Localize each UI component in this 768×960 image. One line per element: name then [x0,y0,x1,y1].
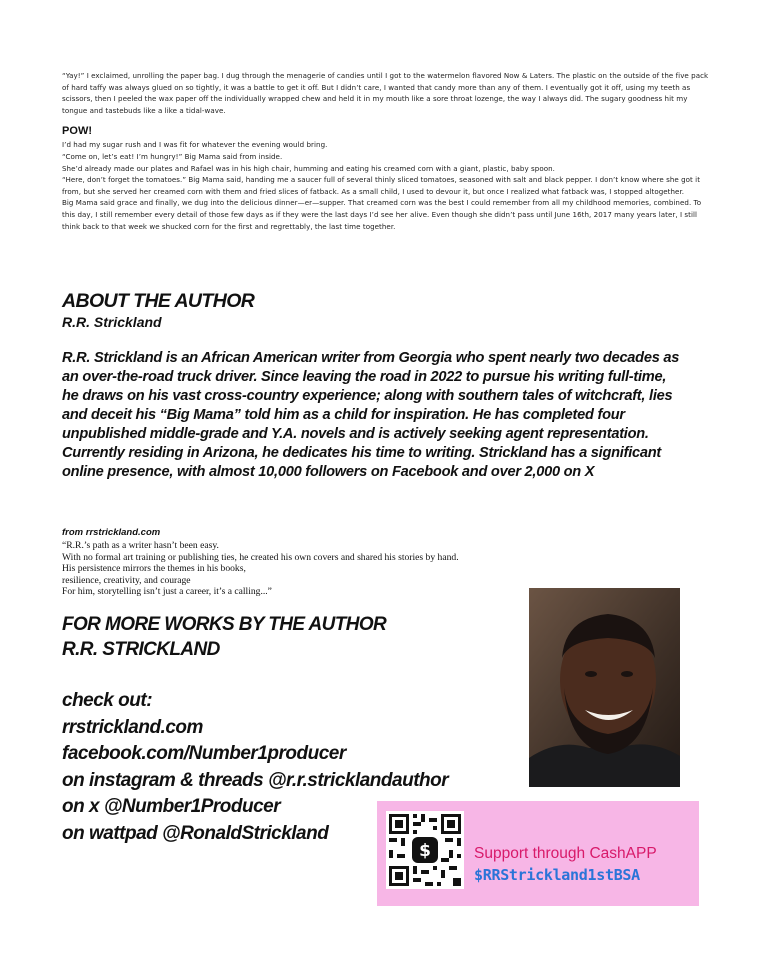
cashtag[interactable]: $RRStrickland1stBSA [474,866,640,884]
quote-line: For him, storytelling isn’t just a career, it’s a calling...” [62,586,272,598]
quote-line: With no formal art training or publishing ties, he created his own covers and shared his stories by hand. [62,551,459,563]
story-pow-heading: POW! [62,125,93,138]
story-paragraph: I’d had my sugar rush and I was fit for whatever the evening would bring. [62,140,328,150]
qr-code-icon [386,811,464,889]
author-portrait-image [529,588,680,787]
links-intro: check out: [62,690,153,711]
story-paragraph: “Yay!” I exclaimed, unrolling the paper bag. I dug through the menagerie of candies until I got to the watermelon flavored Now & Laters. The plastic on the outside of the five pack of hard taffy was always glued on so tightly, it was a battle to get it off. But I didn’t care, I wanted that candy more than any of them. I eventually got it off, using my teeth as scissors, then I peeled the wax paper off the individually wrapped chew and held it in my mouth like a sore throat lozenge, the way I always did. The sugary goodness hit my tongue and tastebuds like a like a tidal-wave. [62,71,709,115]
about-heading: ABOUT THE AUTHOR [62,290,255,312]
author-photo [529,588,680,787]
quote-line: resilience, creativity, and courage [62,574,191,586]
website-link[interactable]: rrstrickland.com [62,716,203,738]
website-quote [62,540,562,598]
about-author-name: R.R. Strickland [62,314,162,330]
facebook-link[interactable]: facebook.com/Number1producer [62,743,346,764]
more-works-author: R.R. STRICKLAND [62,639,220,660]
x-handle[interactable]: on x @Number1Producer [62,796,281,817]
story-paragraph: “Here, don’t forget the tomatoes.” Big Mama said, handing me a saucer full of several thinly sliced tomatoes, seasoned with salt and black pepper. I don’t know where she got it from, but she served her creamed corn with them and fried slices of fatback. As a small child, I used to devour it, but once I realized what fatback was, I stopped altogether. [62,175,701,196]
cashapp-support-box[interactable] [377,801,699,906]
cashapp-dollar-icon: $ [419,841,431,861]
story-paragraph: Big Mama said grace and finally, we dug into the delicious dinner—er—supper. That creamed corn was the best I could remember from all my childhood memories, combined. To this day, I still remember every detail of those few days as if they were the last days I’d see her alive. Even though she didn’t pass until June 16th, 2017 many years later, I still think back to that week we shucked corn for the first and regrettably, the last time together. [62,198,702,231]
cashapp-support-label: Support through CashAPP [474,845,657,862]
author-bio: R.R. Strickland is an African American writer from Georgia who spent nearly two decades as an over-the-road truck driver. Since leaving the road in 2022 to pursue his writing full-time, he draws on his vast cross-country experience; along with southern tales of witchcraft, lies and deceit his “Big Mama” told him as a child for inspiration. He has completed four unpublished middle-grade and Y.A. novels and is actively seeking agent representation. Currently residing in Arizona, he dedicates his time to writing. Strickland has a significant online presence, with almost 10,000 followers on Facebook and over 2,000 on X [62,350,680,480]
qr-code[interactable] [386,811,464,889]
more-works-line: FOR MORE WORKS BY THE AUTHOR [62,614,387,635]
quote-source: from rrstrickland.com [62,527,161,538]
instagram-handle[interactable]: on instagram & threads @r.r.stricklandauthor [62,769,449,791]
quote-line: His persistence mirrors the themes in his books, [62,563,246,575]
story-paragraph: She’d already made our plates and Rafael was in his high chair, humming and eating his creamed corn with a giant, plastic, baby spoon. [62,163,555,173]
quote-line: “R.R.’s path as a writer hasn’t been easy. [62,540,219,551]
more-works-heading [62,612,386,662]
story-paragraph: “Come on, let’s eat! I’m hungry!” Big Mama said from inside. [62,151,283,161]
story-excerpt [62,70,712,232]
wattpad-handle[interactable]: on wattpad @RonaldStrickland [62,822,329,844]
